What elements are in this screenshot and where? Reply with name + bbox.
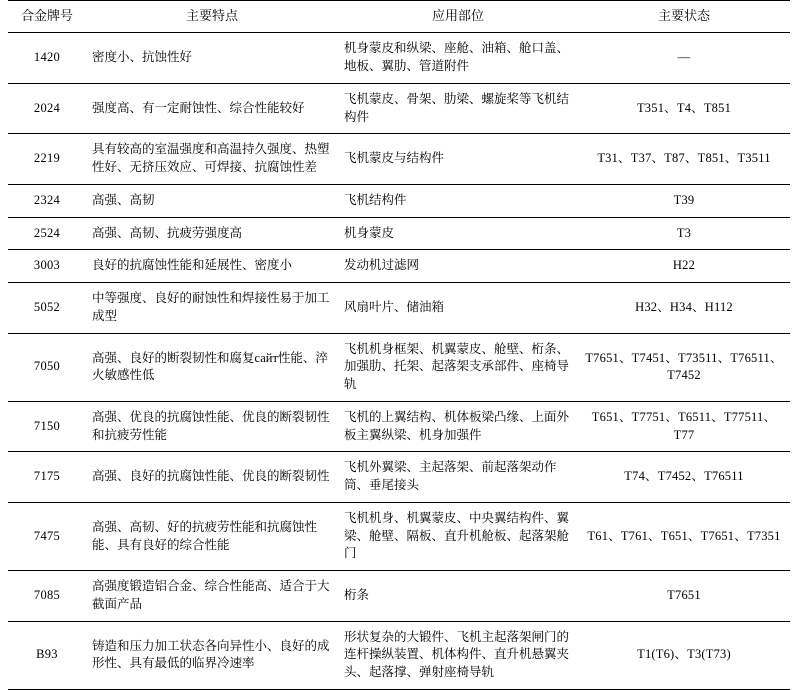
table-row: [8, 250, 790, 283]
cell-application: 飞机外翼梁、主起落架、前起落架动作筒、垂尾接头: [338, 452, 578, 503]
cell-application: 飞机蒙皮、骨架、肋梁、螺旋桨等飞机结构件: [338, 83, 578, 134]
column-header-grade: 合金牌号: [8, 1, 86, 33]
table-row: [8, 571, 790, 622]
cell-grade: 5052: [8, 283, 86, 334]
cell-grade: 7050: [8, 333, 86, 401]
cell-application: 发动机过滤网: [338, 250, 578, 283]
cell-application: 机身蒙皮和纵梁、座舱、油箱、舱口盖、地板、翼肋、管道附件: [338, 33, 578, 84]
cell-state: T3: [578, 217, 790, 250]
cell-state: —: [578, 33, 790, 84]
cell-features: 中等强度、良好的耐蚀性和焊接性易于加工成型: [86, 283, 338, 334]
table-body: [8, 33, 790, 690]
table-row: [8, 217, 790, 250]
cell-grade: 7150: [8, 401, 86, 452]
cell-application: 桁条: [338, 571, 578, 622]
cell-application: 形状复杂的大锻件、飞机主起落架闸门的连杆操纵装置、机体构件、直升机悬翼夹头、起落撑、弹射座椅导轨: [338, 621, 578, 689]
cell-state: H22: [578, 250, 790, 283]
cell-features: 高强、良好的抗腐蚀性能、优良的断裂韧性: [86, 452, 338, 503]
table-row: [8, 333, 790, 401]
cell-features: 强度高、有一定耐蚀性、综合性能较好: [86, 83, 338, 134]
column-header-features: 主要特点: [86, 1, 338, 33]
table-row: [8, 184, 790, 217]
cell-application: 飞机机身框架、机翼蒙皮、舱壁、桁条、加强肋、托架、起落架支承部件、座椅导轨: [338, 333, 578, 401]
cell-features: 高强、高韧: [86, 184, 338, 217]
table-header-row: [8, 1, 790, 33]
table-row: [8, 283, 790, 334]
cell-application: 飞机机身、机翼蒙皮、中央翼结构件、翼梁、舱壁、隔板、直升机舱板、起落架舱门: [338, 502, 578, 570]
cell-state: T61、T761、T651、T7651、T7351: [578, 502, 790, 570]
cell-state: H32、H34、H112: [578, 283, 790, 334]
table-row: [8, 83, 790, 134]
cell-application: 飞机结构件: [338, 184, 578, 217]
cell-application: 机身蒙皮: [338, 217, 578, 250]
cell-features: 密度小、抗蚀性好: [86, 33, 338, 84]
cell-grade: 7085: [8, 571, 86, 622]
cell-grade: 2024: [8, 83, 86, 134]
cell-grade: 1420: [8, 33, 86, 84]
cell-features: 高强、良好的断裂韧性和腐复сайт性能、淬火敏感性低: [86, 333, 338, 401]
cell-state: T1(T6)、T3(T73): [578, 621, 790, 689]
cell-features: 高强、高韧、抗疲劳强度高: [86, 217, 338, 250]
table-row: [8, 134, 790, 185]
cell-state: T31、T37、T87、T851、T3511: [578, 134, 790, 185]
cell-state: T7651: [578, 571, 790, 622]
cell-application: 飞机蒙皮与结构件: [338, 134, 578, 185]
cell-application: 飞机的上翼结构、机体板梁凸缘、上面外板主翼纵梁、机身加强件: [338, 401, 578, 452]
table-row: [8, 502, 790, 570]
table-row: [8, 452, 790, 503]
table-header: [8, 1, 790, 33]
cell-grade: 2219: [8, 134, 86, 185]
table-row: [8, 33, 790, 84]
cell-grade: 2324: [8, 184, 86, 217]
cell-grade: 7175: [8, 452, 86, 503]
column-header-state: 主要状态: [578, 1, 790, 33]
cell-state: T7651、T7451、T73511、T76511、T7452: [578, 333, 790, 401]
cell-state: T651、T7751、T6511、T77511、T77: [578, 401, 790, 452]
column-header-application: 应用部位: [338, 1, 578, 33]
cell-features: 高强、高韧、好的抗疲劳性能和抗腐蚀性能、具有良好的综合性能: [86, 502, 338, 570]
cell-state: T351、T4、T851: [578, 83, 790, 134]
cell-state: T74、T7452、T76511: [578, 452, 790, 503]
cell-features: 高强、优良的抗腐蚀性能、优良的断裂韧性和抗疲劳性能: [86, 401, 338, 452]
cell-application: 风扇叶片、储油箱: [338, 283, 578, 334]
cell-features: 高强度锻造铝合金、综合性能高、适合于大截面产品: [86, 571, 338, 622]
cell-grade: 2524: [8, 217, 86, 250]
cell-grade: 3003: [8, 250, 86, 283]
cell-features: 良好的抗腐蚀性能和延展性、密度小: [86, 250, 338, 283]
cell-features: 具有较高的室温强度和高温持久强度、热塑性好、无挤压效应、可焊接、抗腐蚀性差: [86, 134, 338, 185]
cell-grade: B93: [8, 621, 86, 689]
cell-state: T39: [578, 184, 790, 217]
cell-features: 铸造和压力加工状态各向异性小、良好的成形性、具有最低的临界冷速率: [86, 621, 338, 689]
table-row: [8, 401, 790, 452]
cell-grade: 7475: [8, 502, 86, 570]
alloy-properties-table: [8, 0, 790, 690]
table-row: [8, 621, 790, 689]
